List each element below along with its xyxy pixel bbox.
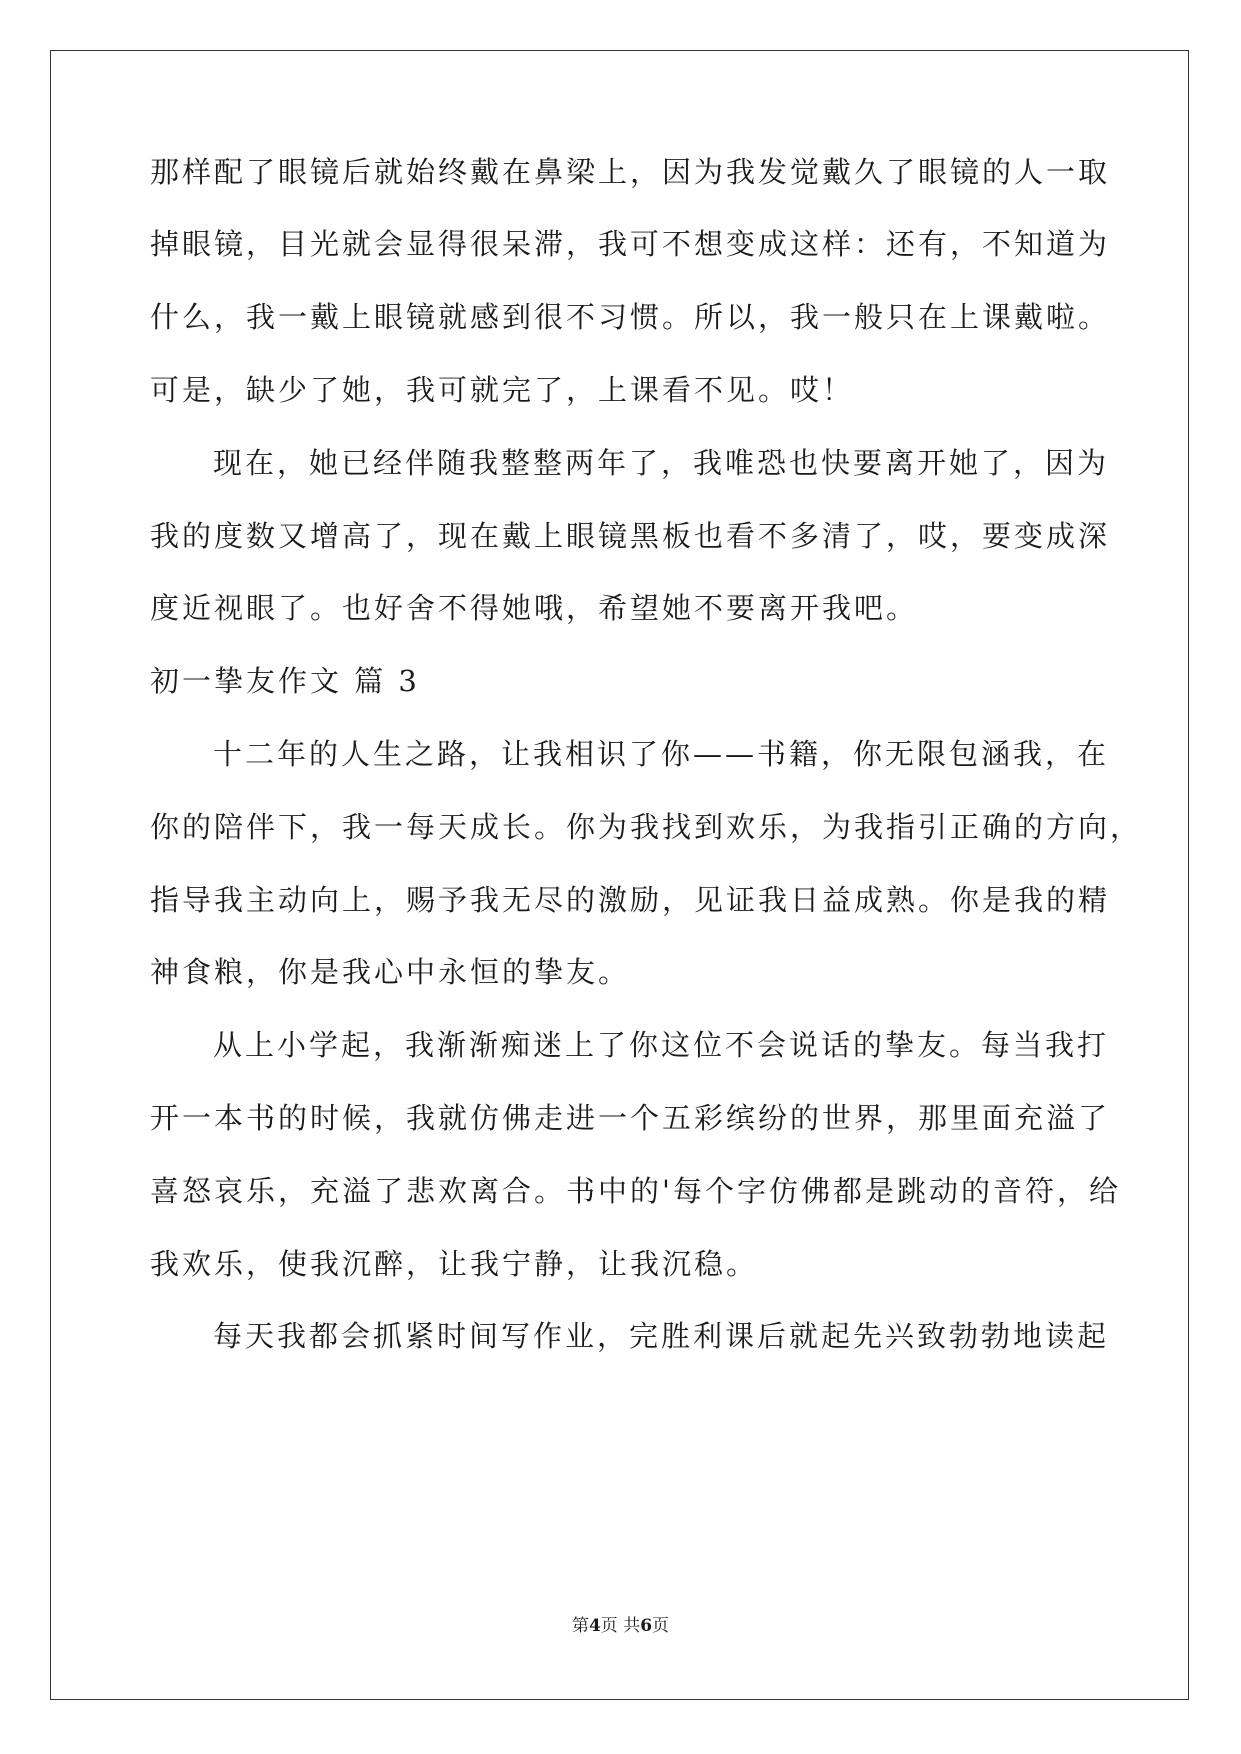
text-line: 开一本书的时候，我就仿佛走进一个五彩缤纷的世界，那里面充溢了 [150, 1101, 1111, 1135]
text-line: 我欢乐，使我沉醉，让我宁静，让我沉稳。 [150, 1247, 759, 1281]
page-footer [0, 1614, 1241, 1638]
current-page-number: 4 [588, 1616, 601, 1636]
footer-suffix: 页 [652, 1616, 670, 1636]
text-line: 十二年的人生之路，让我相识了你——书籍，你无限包涵我，在 [213, 737, 1110, 771]
text-line: 你的陪伴下，我一每天成长。你为我找到欢乐，为我指引正确的方向， [150, 810, 1143, 844]
text-line: 可是，缺少了她，我可就完了，上课看不见。哎！ [150, 373, 855, 407]
text-line: 指导我主动向上，赐予我无尽的激励，见证我日益成熟。你是我的精 [150, 883, 1111, 917]
text-line: 喜怒哀乐，充溢了悲欢离合。书中的'每个字仿佛都是跳动的音符，给 [150, 1174, 1121, 1208]
text-line: 神食粮，你是我心中永恒的挚友。 [150, 955, 631, 989]
text-line: 掉眼镜，目光就会显得很呆滞，我可不想变成这样：还有，不知道为 [150, 227, 1111, 261]
text-line: 从上小学起，我渐渐痴迷上了你这位不会说话的挚友。每当我打 [213, 1028, 1110, 1062]
total-pages-number: 6 [640, 1616, 653, 1636]
text-line: 度近视眼了。也好舍不得她哦，希望她不要离开我吧。 [150, 591, 919, 625]
section-heading: 初一挚友作文 篇 3 [150, 664, 420, 698]
text-line: 现在，她已经伴随我整整两年了，我唯恐也快要离开她了，因为 [213, 446, 1110, 480]
footer-middle: 页 共 [600, 1616, 641, 1636]
text-line: 我的度数又增高了，现在戴上眼镜黑板也看不多清了，哎，要变成深 [150, 519, 1111, 553]
text-line: 每天我都会抓紧时间写作业，完胜利课后就起先兴致勃勃地读起 [213, 1319, 1110, 1353]
text-line: 什么，我一戴上眼镜就感到很不习惯。所以，我一般只在上课戴啦。 [150, 300, 1111, 334]
footer-prefix: 第 [571, 1616, 589, 1636]
text-line: 那样配了眼镜后就始终戴在鼻梁上，因为我发觉戴久了眼镜的人一取 [150, 155, 1111, 189]
